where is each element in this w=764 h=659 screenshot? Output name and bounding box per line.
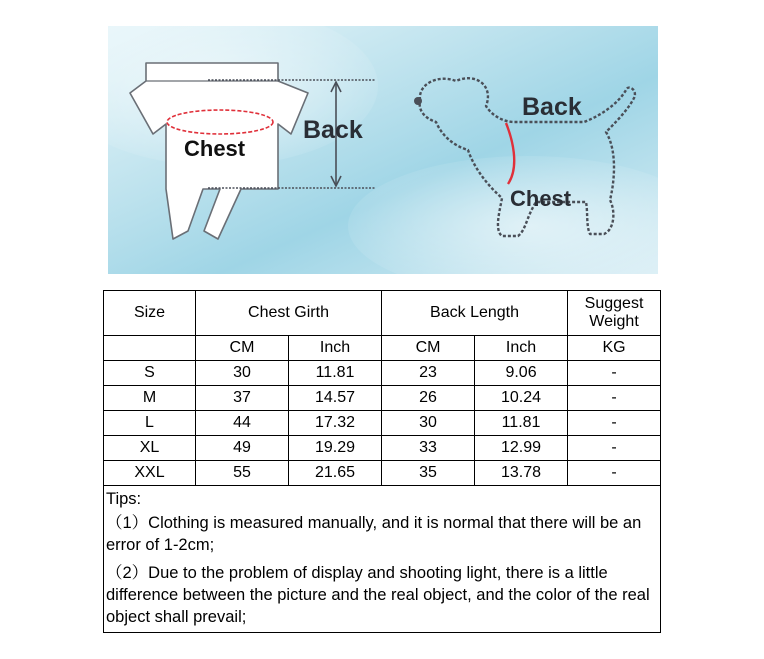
unit-cell: KG	[568, 336, 661, 361]
chest-inch-cell: 19.29	[289, 436, 382, 461]
weight-cell: -	[568, 386, 661, 411]
back-cm-cell: 33	[382, 436, 475, 461]
units-blank-cell	[104, 336, 196, 361]
size-diagram-banner	[108, 26, 658, 274]
chest-cm-cell: 30	[196, 361, 289, 386]
chest-cm-cell: 49	[196, 436, 289, 461]
units-row	[104, 336, 661, 361]
unit-cell: Inch	[289, 336, 382, 361]
dog-chest-label: Chest	[510, 186, 572, 211]
tips-cell	[104, 486, 661, 633]
size-cell: XL	[104, 436, 196, 461]
chest-inch-cell: 14.57	[289, 386, 382, 411]
back-inch-cell: 10.24	[475, 386, 568, 411]
chest-inch-cell: 17.32	[289, 411, 382, 436]
weight-cell: -	[568, 461, 661, 486]
back-inch-cell: 11.81	[475, 411, 568, 436]
tips-title: Tips:	[106, 490, 142, 508]
size-chart-table	[103, 290, 661, 633]
table-row	[104, 411, 661, 436]
header-row	[104, 291, 661, 336]
back-inch-cell: 13.78	[475, 461, 568, 486]
size-cell: S	[104, 361, 196, 386]
chest-girth-header: Chest Girth	[196, 291, 382, 336]
back-length-header: Back Length	[382, 291, 568, 336]
chest-cm-cell: 37	[196, 386, 289, 411]
weight-cell: -	[568, 411, 661, 436]
back-inch-cell: 9.06	[475, 361, 568, 386]
back-inch-cell: 12.99	[475, 436, 568, 461]
back-cm-cell: 35	[382, 461, 475, 486]
shirt-chest-label: Chest	[184, 136, 246, 161]
tip-1: （1）Clothing is measured manually, and it is normal that there will be an error of 1-2cm;	[106, 514, 642, 554]
table-row	[104, 436, 661, 461]
suggest-weight-header: Suggest Weight	[568, 291, 661, 336]
back-cm-cell: 26	[382, 386, 475, 411]
unit-cell: Inch	[475, 336, 568, 361]
dog-back-label: Back	[522, 93, 582, 121]
chest-cm-cell: 55	[196, 461, 289, 486]
back-cm-cell: 23	[382, 361, 475, 386]
unit-cell: CM	[196, 336, 289, 361]
shirt-back-label: Back	[303, 116, 363, 144]
size-header: Size	[104, 291, 196, 336]
size-cell: XXL	[104, 461, 196, 486]
weight-cell: -	[568, 436, 661, 461]
table-row	[104, 361, 661, 386]
chest-inch-cell: 11.81	[289, 361, 382, 386]
size-cell: L	[104, 411, 196, 436]
tip-2: （2）Due to the problem of display and shooting light, there is a little difference between the picture and the real object, and the color of the real object shall prevail;	[106, 564, 650, 626]
chest-cm-cell: 44	[196, 411, 289, 436]
size-cell: M	[104, 386, 196, 411]
table-row	[104, 386, 661, 411]
chest-inch-cell: 21.65	[289, 461, 382, 486]
back-cm-cell: 30	[382, 411, 475, 436]
table-row	[104, 461, 661, 486]
unit-cell: CM	[382, 336, 475, 361]
weight-cell: -	[568, 361, 661, 386]
tips-row	[104, 486, 661, 633]
